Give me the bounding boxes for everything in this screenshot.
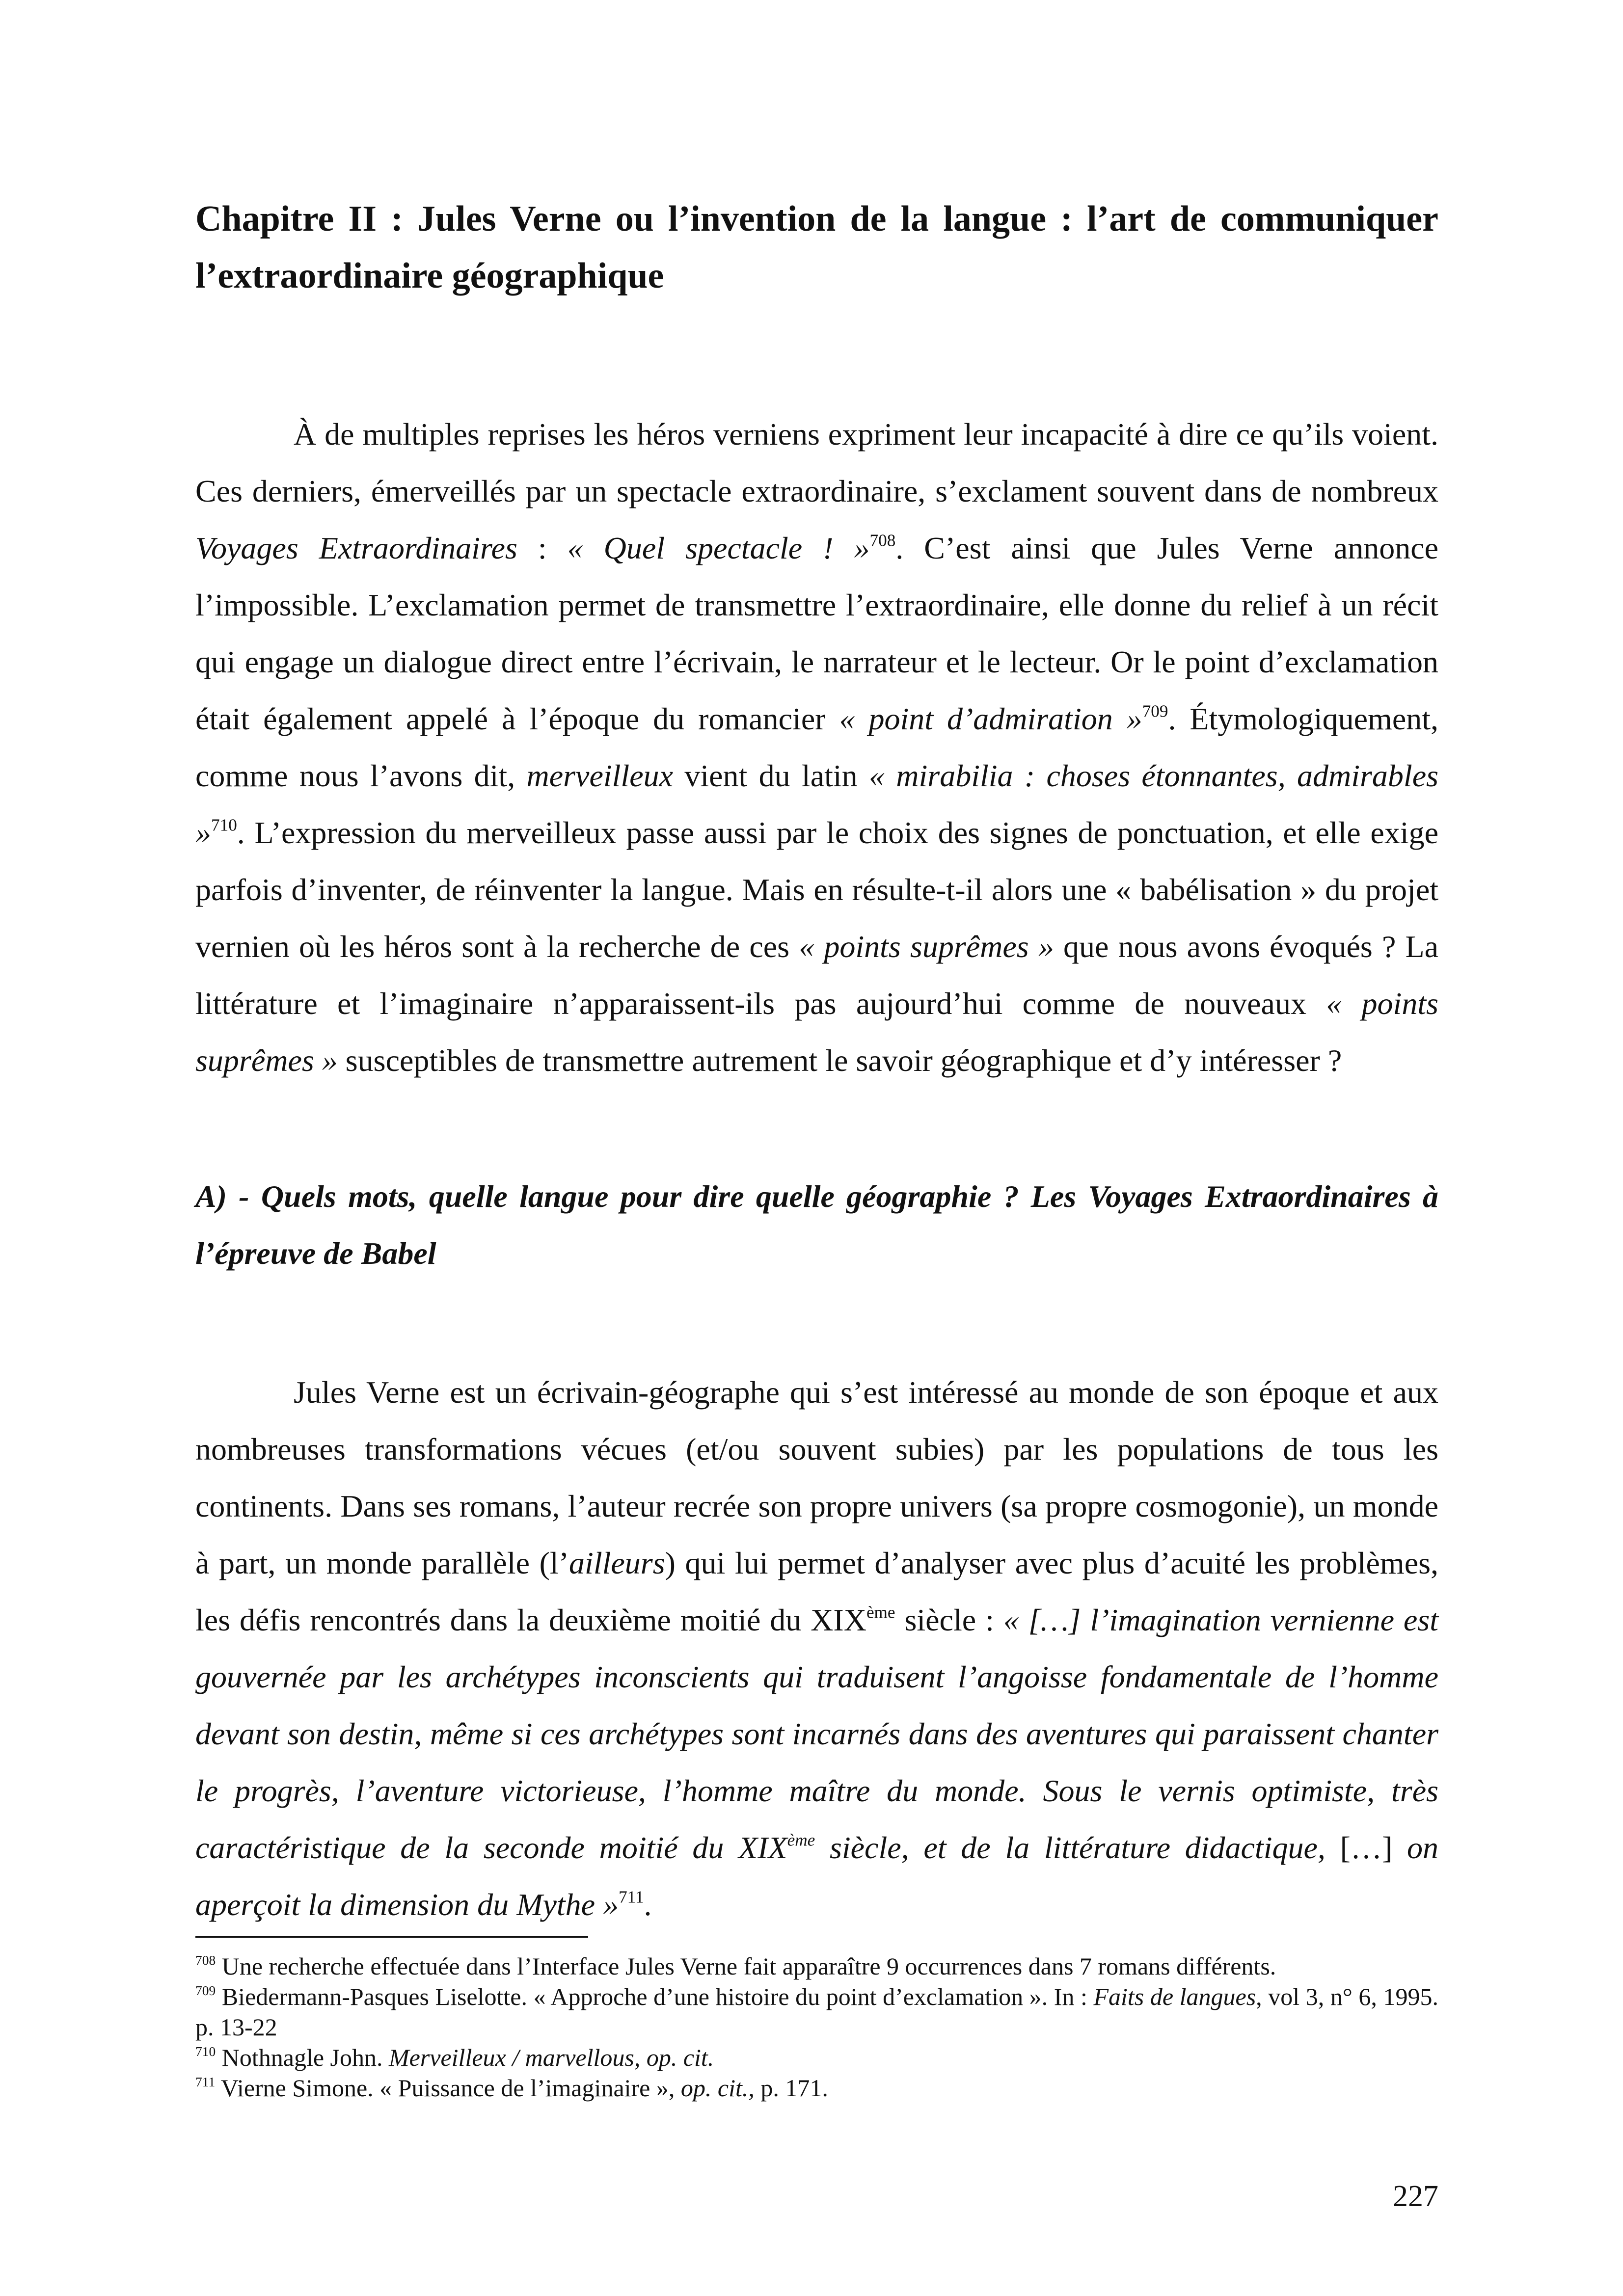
footnote-text: Une recherche effectuée dans l’Interface Jules Verne fait apparaître 9 occurrences dans 7 romans différents.: [216, 1952, 1276, 1980]
footnotes: [195, 1951, 1438, 2103]
text-run: siècle :: [895, 1602, 1003, 1637]
text-run: ) qui lui permet d’analyser avec plus d’acuité les problèmes, les défis rencontrés dans la deuxième moitié du XIX: [195, 1546, 1439, 1637]
superscript-ordinal: ème: [866, 1602, 895, 1622]
text-run: :: [517, 531, 568, 565]
footnote-italic: op. cit.,: [680, 2074, 755, 2102]
footnote-711: [195, 2073, 1438, 2103]
body-paragraph-2: [195, 1364, 1438, 1933]
italic-run: « mirabilia : choses étonnantes, admirables »: [195, 758, 1438, 850]
footnote-italic: Merveilleux / marvellous, op. cit.: [388, 2044, 714, 2071]
footnote-709: [195, 1981, 1438, 2042]
italic-run: merveilleux: [526, 758, 673, 793]
italic-run: on aperçoit la dimension du Mythe »: [195, 1830, 1439, 1922]
text-run: vient du latin: [673, 758, 869, 793]
text-run: . L’expression du merveilleux passe aussi par le choix des signes de ponctuation, et elle exige parfois d’inventer, de réinventer la langue. Mais en résulte-t-il alors une « babélisation » du projet vernien où les héros sont à la recherche de ces: [195, 815, 1438, 964]
footnote-italic: Faits de langues: [1093, 1983, 1256, 2010]
text-run: .: [644, 1887, 652, 1922]
footnote-text: Nothnagle John.: [216, 2044, 389, 2071]
italic-run: Voyages Extraordinaires: [195, 531, 517, 565]
footnote-text: p. 171.: [754, 2074, 828, 2102]
footnote-ref-711[interactable]: 711: [619, 1887, 644, 1907]
text-run: . Étymologiquement, comme nous l’avons dit,: [195, 701, 1439, 793]
footnote-number: 708: [195, 1952, 216, 1968]
footnote-number: 709: [195, 1983, 216, 1999]
footnote-number: 711: [195, 2074, 216, 2090]
text-run: susceptibles de transmettre autrement le savoir géographique et d’y intéresser ?: [337, 1043, 1342, 1078]
italic-run: « point d’admiration »: [839, 701, 1142, 736]
page-number: 227: [1393, 2180, 1438, 2213]
italic-run: « points suprêmes »: [799, 929, 1054, 964]
footnote-ref-709[interactable]: 709: [1142, 701, 1168, 721]
footnote-number: 710: [195, 2044, 216, 2059]
italic-run: « Quel spectacle ! »: [567, 531, 870, 565]
text-run: que nous avons évoqués ? La littérature et l’imaginaire n’apparaissent-ils pas aujourd’hui comme de nouveaux: [195, 929, 1439, 1021]
italic-run: « […] l’imagination vernienne est gouvernée par les archétypes inconscients qui traduisent l’angoisse fondamentale de l’homme devant son destin, même si ces archétypes sont incarnés dans des aventures qui paraissent chanter le progrès, l’aventure victorieuse, l’homme maître du monde. Sous le vernis optimiste, très caractéristique de la seconde moitié du XIX: [195, 1602, 1439, 1865]
footnote-text: Biedermann-Pasques Liselotte. « Approche d’une histoire du point d’exclamation ». In :: [216, 1983, 1094, 2010]
body-paragraph-1: [195, 406, 1438, 1089]
text-run: . C’est ainsi que Jules Verne annonce l’impossible. L’exclamation permet de transmettre l’extraordinaire, elle donne du relief à un récit qui engage un dialogue direct entre l’écrivain, le narrateur et le lecteur. Or le point d’exclamation était également appelé à l’époque du romancier: [195, 531, 1439, 736]
footnote-ref-708[interactable]: 708: [869, 531, 896, 550]
text-run: À de multiples reprises les héros verniens expriment leur incapacité à dire ce qu’ils voient. Ces derniers, émerveillés par un spectacle extraordinaire, s’exclament souvent dans de nombreux: [195, 417, 1438, 508]
superscript-ordinal: ème: [787, 1830, 815, 1850]
footnote-ref-710[interactable]: 710: [211, 815, 237, 835]
text-run: […]: [1340, 1830, 1393, 1865]
footnote-text: , vol 3, n° 6, 1995. p. 13-22: [195, 1983, 1438, 2041]
footnote-710: [195, 2042, 1438, 2073]
italic-run: siècle, et de la littérature didactique,: [815, 1830, 1340, 1865]
footnote-text: Vierne Simone. « Puissance de l’imaginaire »,: [215, 2074, 681, 2102]
footnote-separator: [195, 1936, 588, 1938]
footnote-708: [195, 1951, 1438, 1981]
section-heading: A) - Quels mots, quelle langue pour dire quelle géographie ? Les Voyages Extraordinaires à l’épreuve de Babel: [195, 1179, 1438, 1271]
italic-run: « points suprêmes »: [195, 986, 1439, 1078]
chapter-title: Chapitre II : Jules Verne ou l’invention de la langue : l’art de communiquer l’extraordinaire géographique: [195, 199, 1438, 296]
text-run: Jules Verne est un écrivain-géographe qui s’est intéressé au monde de son époque et aux nombreuses transformations vécues (et/ou souvent subies) par les populations de tous les continents. Dans ses romans, l’auteur recrée son propre univers (sa propre cosmogonie), un monde à part, un monde parallèle (l’: [195, 1375, 1438, 1580]
italic-run: ailleurs: [569, 1546, 665, 1580]
